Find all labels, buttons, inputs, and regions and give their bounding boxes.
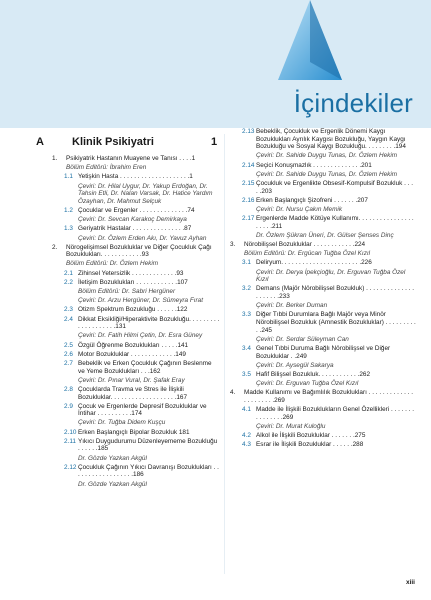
toc-entry[interactable]	[64, 316, 220, 331]
toc-entry-number: 2.10	[64, 428, 77, 436]
toc-entry-number: 3.2	[242, 285, 251, 293]
toc-entry[interactable]	[52, 155, 220, 163]
toc-entry-title: Özgül Öğrenme Bozuklukları . . . . .141	[78, 341, 189, 349]
toc-entry-title: Çocukluk Çağının Yıkıcı Davranışı Bozuklukları . . . . . . . . . . . . . . . . . .186	[78, 463, 219, 479]
toc-entry-number: 2.8	[64, 385, 73, 393]
toc-entry-title: Bebeklik, Çocukluk ve Ergenlik Dönemi Kaygı Bozuklukları Ayrılık Kaygısı Bozukluğu, Yaygın Kaygı Bozukluğu ve Sosyal Kaygı Bozukluğu. . . . . . . . .194	[256, 128, 406, 151]
toc-entry[interactable]	[64, 342, 220, 350]
toc-entry[interactable]	[64, 279, 220, 287]
toc-entry[interactable]	[64, 173, 220, 181]
toc-entry-title: Nörobilişsel Bozukluklar . . . . . . . . . . . .224	[244, 241, 366, 249]
toc-entry[interactable]	[64, 360, 220, 375]
toc-entry-title: Alkol ile İlişkili Bozukluklar . . . . . . .275	[256, 432, 366, 440]
toc-entry[interactable]	[242, 197, 416, 205]
toc-editor-line: Bölüm Editörü: Dr. Özlem Hekim	[66, 260, 159, 268]
toc-entry-number: 2.15	[242, 179, 255, 187]
toc-entry[interactable]	[242, 128, 416, 151]
toc-entry-title: Psikiyatrik Hastanın Muayene ve Tanısı . . . .1	[66, 155, 196, 162]
toc-editor-line: Çeviri: Dr. Pınar Vural, Dr. Şafak Eray	[78, 376, 185, 384]
toc-entry-title: Dikkat Eksikliği/Hiperaktivite Bozukluğu. . . . . . . . . . . . . . . . . . . .131	[78, 315, 220, 331]
toc-editor-line: Dr. Özlem Şükran Üneri, Dr. Gülser Şenses Dinç	[256, 231, 394, 239]
toc-editor-line: Çeviri: Dr. Serdar Süleyman Can	[256, 335, 349, 343]
toc-entry-title: Ergenlerde Madde Kötüye Kullanımı. . . . . . . . . . . . . . . . . . . . .211	[256, 215, 414, 230]
toc-entry[interactable]	[64, 429, 220, 437]
toc-entry-number: 2.2	[64, 278, 73, 286]
toc-entry-number: 2.14	[242, 161, 255, 169]
toc-editor-line: Çeviri: Dr. Nursu Çakın Memik	[256, 205, 343, 213]
toc-entry-title: Çocuk ve Ergenlerde Depresif Bozukluklar ve İntihar . . . . . . . . . .174	[78, 402, 207, 418]
toc-entry[interactable]	[64, 438, 220, 453]
toc-entry[interactable]	[64, 464, 220, 479]
toc-entry-number: 2.	[52, 243, 58, 251]
toc-entry[interactable]	[64, 207, 220, 215]
toc-entry-title: Otizm Spektrum Bozukluğu . . . . . .122	[78, 306, 188, 314]
toc-entry-number: 4.3	[242, 441, 251, 449]
toc-entry-title: Genel Tıbbi Duruma Bağlı Nörobilişsel ve Diğer Bozukluklar . .249	[256, 344, 391, 360]
toc-entry-number: 2.6	[64, 350, 73, 358]
toc-editor-line: Bölüm Editörü: Dr. Ergücan Tuğba Özel Kızıl	[244, 250, 371, 258]
toc-entry-title: Nörogelişimsel Bozukluklar ve Diğer Çocukluk Çağı Bozuklukları. . . . . . . . . . . .93	[66, 243, 212, 259]
section-letter: A	[36, 136, 44, 148]
toc-entry[interactable]	[242, 345, 416, 360]
column-divider	[224, 134, 225, 574]
toc-entry[interactable]	[242, 406, 416, 421]
toc-entry-number: 3.5	[242, 370, 251, 378]
toc-left-column	[52, 155, 220, 490]
toc-entry[interactable]	[242, 285, 416, 300]
toc-entry-number: 2.12	[64, 463, 77, 471]
toc-entry[interactable]	[242, 162, 416, 170]
toc-entry-title: Zihinsel Yetersizlik . . . . . . . . . . . . .93	[78, 269, 184, 277]
toc-entry-number: 2.1	[64, 269, 73, 277]
toc-entry-number: 1.3	[64, 225, 73, 233]
toc-entry[interactable]	[242, 371, 416, 379]
page-title: İçindekiler	[293, 88, 413, 118]
toc-entry-title: Yetişkin Hasta . . . . . . . . . . . . . . . . . . . .1	[78, 173, 193, 181]
toc-entry-title: Demans (Majör Nörobilişsel Bozukluk) . . . . . . . . . . . . . . . . . . . . .233	[256, 285, 415, 300]
toc-entry-title: Bebeklik ve Erken Çocukluk Çağının Beslenme ve Yeme Bozuklukları . . .162	[78, 359, 212, 375]
toc-entry-number: 4.1	[242, 406, 251, 414]
toc-entry-number: 2.5	[64, 341, 73, 349]
toc-entry-number: 1.2	[64, 206, 73, 214]
toc-entry-number: 2.9	[64, 402, 73, 410]
toc-editor-line: Çeviri: Dr. Tuğba Didem Kuşçu	[78, 419, 166, 427]
toc-editor-line: Bölüm Editörü: İbrahim Eren	[66, 164, 147, 172]
toc-editor-line: Çeviri: Dr. Sahide Duygu Tunas, Dr. Özlem Hekim	[256, 170, 398, 178]
toc-editor-line: Çeviri: Dr. Aysegül Sakarya	[256, 361, 334, 369]
toc-entry-title: Geriyatrik Hastalar . . . . . . . . . . . . . . .87	[78, 225, 192, 233]
toc-entry[interactable]	[242, 215, 416, 230]
toc-entry-title: Çocukluk ve Ergenlikte Obsesif-Kompulsif Bozukluk . . . . .203	[256, 179, 413, 195]
toc-entry-title: Erken Başlangıçlı Şizofreni . . . . . . .207	[256, 196, 368, 204]
section-title: Klinik Psikiyatri	[72, 136, 154, 148]
toc-editor-line: Çeviri: Dr. Erguvan Tuğba Özel Kızıl	[256, 380, 359, 388]
toc-entry[interactable]	[64, 403, 220, 418]
toc-entry-title: Diğer Tıbbi Durumlara Bağlı Majör veya Minör Nörobilişsel Bozukluk (Amnestik Bozukluklar) . . . . . . . . . . .245	[256, 311, 416, 334]
toc-entry[interactable]	[64, 225, 220, 233]
toc-editor-line: Çeviri: Dr. Derya İpekçioğlu, Dr. Erguvan Tuğba Özel Kızıl	[256, 268, 406, 284]
toc-entry-title: Çocuklar ve Ergenler . . . . . . . . . . . . . .74	[78, 206, 195, 214]
toc-editor-line: Bölüm Editörü: Dr. Sabri Hergüner	[78, 288, 176, 296]
toc-entry-number: 3.1	[242, 259, 251, 267]
toc-entry[interactable]	[52, 244, 220, 259]
toc-editor-line: Çeviri: Dr. Özlem Erden Akı, Dr. Yavuz Ayhan	[78, 234, 207, 242]
toc-entry-title: Yıkıcı Duygudurumu Düzenleyememe Bozukluğu . . . . . .185	[78, 437, 218, 453]
toc-entry[interactable]	[242, 311, 416, 334]
toc-entry[interactable]	[64, 270, 220, 278]
toc-editor-line: Çeviri: Dr. Fatih Hilmi Çetin, Dr. Esra Güney	[78, 332, 203, 340]
toc-entry[interactable]	[242, 432, 416, 440]
toc-entry-title: Madde ile İlişkili Bozuklukların Genel Özellikleri . . . . . . . . . . . . . . .269	[256, 406, 415, 421]
toc-entry-number: 2.16	[242, 196, 255, 204]
toc-entry-title: Erken Başlangıçlı Bipolar Bozukluk 181	[78, 428, 190, 436]
toc-entry-number: 1.1	[64, 173, 73, 181]
toc-editor-line: Dr. Gözde Yazkan Akgül	[78, 480, 147, 488]
toc-editor-line: Çeviri: Dr. Arzu Hergüner, Dr. Sümeyra Fırat	[78, 297, 203, 305]
toc-entry-number: 2.4	[64, 315, 73, 323]
toc-editor-line: Çeviri: Dr. Sahide Duygu Tunas, Dr. Özlem Hekim	[256, 152, 398, 160]
page-number: xiii	[405, 579, 415, 586]
toc-entry[interactable]	[230, 389, 416, 404]
toc-entry[interactable]	[230, 241, 416, 249]
toc-entry[interactable]	[242, 259, 416, 267]
section-page: 1	[211, 136, 218, 148]
toc-entry-number: 3.4	[242, 344, 251, 352]
toc-entry-title: Esrar ile İlişkili Bozukluklar . . . . . .288	[256, 441, 364, 449]
toc-entry-title: Çocuklarda Travma ve Stres ile İlişkili Bozukluklar. . . . . . . . . . . . . . . . . . .167	[78, 385, 188, 401]
toc-editor-line: Çeviri: Dr. Berker Duman	[256, 302, 328, 310]
toc-entry-number: 2.3	[64, 306, 73, 314]
toc-entry[interactable]	[64, 351, 220, 359]
toc-entry[interactable]	[242, 180, 416, 195]
toc-entry-number: 2.13	[242, 128, 255, 135]
toc-editor-line: Çeviri: Dr. Hilal Uygur, Dr. Yakup Erdoğan, Dr. Tahsin Etli, Dr. Nalan Varsak, Dr. Hatice Yardım Özayhan, Dr. Mahmut Selçuk	[78, 182, 213, 205]
toc-entry-number: 4.	[230, 389, 236, 397]
toc-entry[interactable]	[64, 306, 220, 314]
toc-entry-number: 2.11	[64, 437, 76, 445]
toc-entry-number: 2.17	[242, 215, 255, 223]
toc-entry-title: Seçici Konuşmazlık . . . . . . . . . . . . . .201	[256, 161, 372, 169]
toc-entry-number: 3.	[230, 241, 236, 249]
toc-entry-title: Motor Bozukluklar . . . . . . . . . . . . .149	[78, 350, 186, 358]
toc-entry[interactable]	[64, 386, 220, 401]
toc-right-column	[230, 128, 416, 450]
toc-entry-title: Deliryum. . . . . . . . . . . . . . . . . . . . . . .226	[256, 259, 372, 267]
toc-editor-line: Çeviri: Dr. Murat Kuloğlu	[256, 422, 326, 430]
triangle-logo-icon	[278, 0, 342, 90]
toc-entry-title: İletişim Bozuklukları . . . . . . . . . . . .107	[78, 278, 188, 286]
toc-entry-title: Hafif Bilişsel Bozukluk. . . . . . . . . . . .262	[256, 370, 371, 378]
toc-editor-line: Dr. Gözde Yazkan Akgül	[78, 454, 147, 462]
toc-entry-number: 3.3	[242, 311, 251, 319]
toc-entry-number: 1.	[52, 155, 58, 162]
toc-entry-number: 2.7	[64, 359, 73, 367]
toc-entry-number: 4.2	[242, 432, 251, 440]
toc-entry[interactable]	[242, 441, 416, 449]
toc-editor-line: Çeviri: Dr. Sevcan Karakoç Demirkaya	[78, 216, 187, 224]
toc-entry-title: Madde Kullanımı ve Bağımlılık Bozuklukları . . . . . . . . . . . . . . . . . . . . . .269	[244, 389, 414, 404]
